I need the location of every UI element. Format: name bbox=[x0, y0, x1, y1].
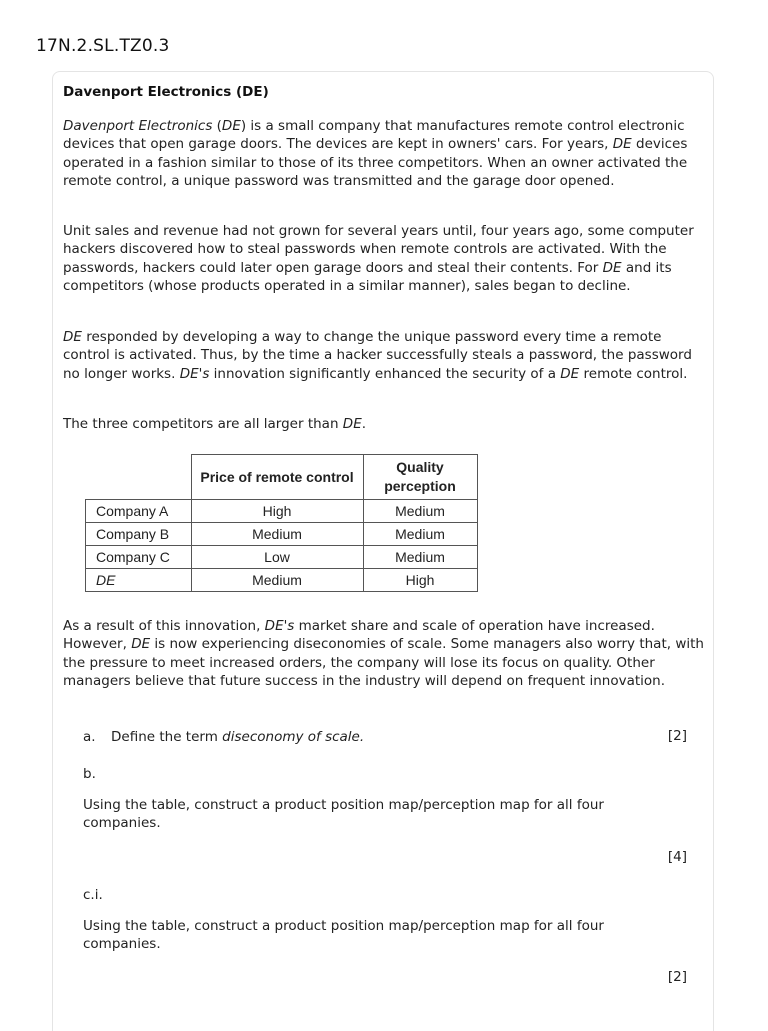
case-paragraph-3 bbox=[63, 328, 705, 383]
italic-run: Davenport Electronics bbox=[63, 118, 213, 134]
text-run: market share and scale of operation have increased. However, bbox=[63, 618, 655, 653]
text-run: ) is a small company that manufactures remote control electronic devices that open garage doors. The devices are kept in owners' cars. For years, bbox=[63, 118, 685, 153]
italic-run: DE bbox=[612, 136, 632, 153]
case-paragraph-1 bbox=[63, 117, 705, 190]
italic-run: DE bbox=[63, 329, 82, 345]
case-title: Davenport Electronics (DE) bbox=[63, 84, 269, 100]
question-b-marks: [4] bbox=[667, 849, 687, 865]
table-row bbox=[86, 546, 478, 569]
text-run: is now experiencing diseconomies of scale. Some managers also worry that, with the pressure to meet increased orders, the company will lose its focus on quality. Other managers believe that future success in the industry will depend on frequent innovation. bbox=[63, 636, 704, 689]
table-header-row bbox=[86, 455, 478, 500]
table-corner-cell bbox=[86, 455, 192, 500]
italic-run: DE bbox=[131, 636, 151, 653]
table-row bbox=[86, 523, 478, 546]
table-cell-quality: Medium bbox=[363, 500, 477, 523]
text-run: innovation significantly enhanced the security of a bbox=[209, 365, 561, 382]
italic-run: DE bbox=[342, 416, 362, 432]
table-cell-price: Medium bbox=[191, 569, 363, 592]
table-cell-quality: Medium bbox=[363, 523, 477, 546]
table-header-quality: Quality perception bbox=[363, 455, 477, 500]
table-cell-quality: High bbox=[363, 569, 477, 592]
table-cell-company: Company A bbox=[86, 500, 192, 523]
case-paragraph-4 bbox=[63, 415, 705, 433]
text-run: remote control. bbox=[579, 365, 688, 382]
text-run: and its competitors (whose products operated in a similar manner), sales began to decline. bbox=[63, 259, 672, 294]
case-paragraph-5 bbox=[63, 617, 705, 690]
table-cell-company: DE bbox=[86, 569, 192, 592]
table-cell-price: Low bbox=[191, 546, 363, 569]
question-a-term: diseconomy of scale. bbox=[222, 729, 365, 745]
text-run: The three competitors are all larger than bbox=[63, 416, 343, 432]
competitor-table bbox=[85, 454, 478, 592]
question-b-label: b. bbox=[83, 766, 96, 782]
question-a-text-lead: Define the term bbox=[111, 729, 223, 745]
table-row bbox=[86, 500, 478, 523]
table-cell-price: Medium bbox=[191, 523, 363, 546]
case-paragraph-2 bbox=[63, 222, 705, 295]
table-cell-quality: Medium bbox=[363, 546, 477, 569]
question-a-label: a. bbox=[83, 729, 96, 745]
question-a-text bbox=[111, 728, 364, 746]
table-cell-company: Company B bbox=[86, 523, 192, 546]
question-c-text: Using the table, construct a product position map/perception map for all four companies. bbox=[83, 918, 604, 953]
text-run: devices operated in a fashion similar to those of its three competitors. When an owner activated the remote control, a unique password was transmitted and the garage door opened. bbox=[63, 136, 688, 189]
text-run: Unit sales and revenue had not grown for several years until, four years ago, some computer hackers discovered how to steal passwords when remote controls are activated. With the passwords, hackers could later open garage doors and steal their contents. For bbox=[63, 223, 694, 276]
italic-run: DE bbox=[560, 365, 580, 382]
table-cell-price: High bbox=[191, 500, 363, 523]
question-c-label: c.i. bbox=[83, 887, 103, 903]
table-cell-company: Company C bbox=[86, 546, 192, 569]
italic-run: DE bbox=[602, 259, 622, 276]
text-run: responded by developing a way to change the unique password every time a remote control is activated. Thus, by the time a hacker successfully steals a password, the password no longer works. bbox=[63, 329, 692, 382]
text-run: ( bbox=[212, 118, 222, 134]
text-run: . bbox=[361, 416, 367, 432]
table-row bbox=[86, 569, 478, 592]
page-code: 17N.2.SL.TZ0.3 bbox=[36, 36, 170, 56]
italic-run: DE's bbox=[264, 618, 295, 634]
table-header-price: Price of remote control bbox=[191, 455, 363, 500]
question-c-marks: [2] bbox=[667, 969, 687, 985]
text-run: As a result of this innovation, bbox=[63, 618, 265, 634]
italic-run: DE's bbox=[179, 365, 210, 382]
question-a-marks: [2] bbox=[667, 728, 687, 744]
question-b-text: Using the table, construct a product position map/perception map for all four companies. bbox=[83, 797, 604, 832]
question-card bbox=[52, 71, 714, 1031]
italic-run: DE bbox=[221, 118, 241, 134]
